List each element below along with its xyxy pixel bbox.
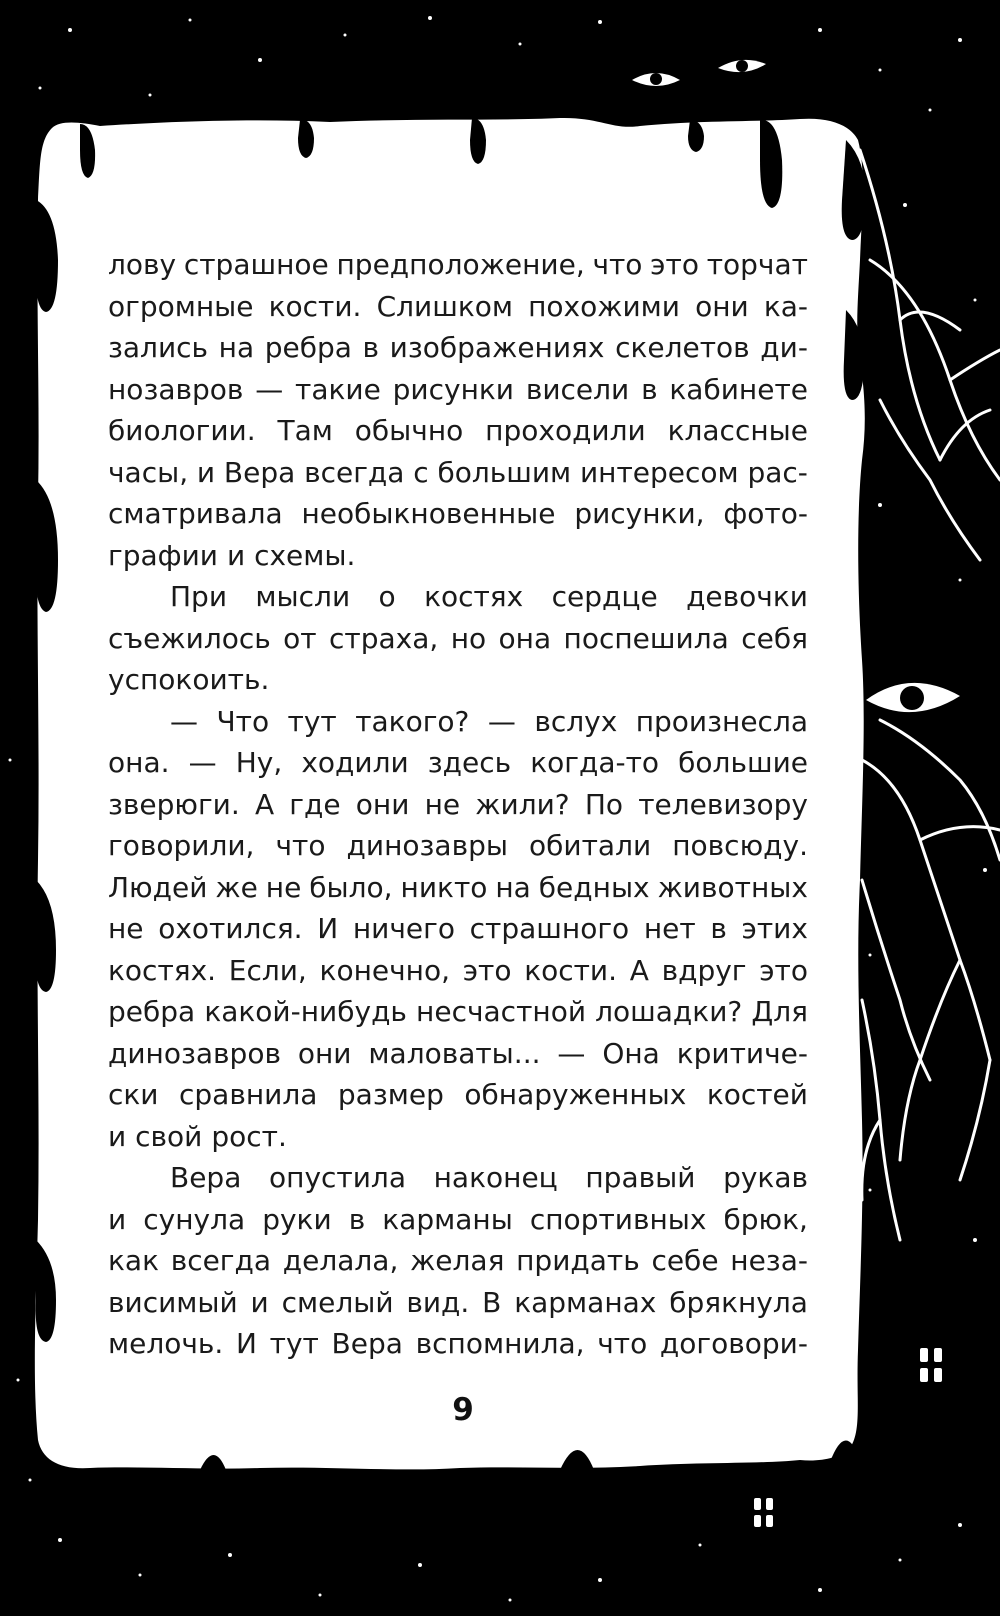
word: динозавры [346,829,508,862]
word: рисунки, [574,497,705,530]
word: зались [108,331,209,364]
word: вид. [406,1285,470,1319]
word: рас- [747,455,808,489]
word: девочки [686,580,808,613]
word: как [108,1244,159,1277]
word: спортивных [529,1202,707,1236]
text-line [108,867,808,909]
word: и [250,1285,269,1319]
page-body-text [108,244,808,1365]
word: всегда [170,1244,272,1277]
word: Слишком [376,289,513,323]
text-line [108,369,808,411]
word: мелочь. [108,1327,224,1360]
word: они [695,289,749,323]
word: Там [277,414,333,447]
word: — [170,704,198,738]
word: страшное [183,248,329,281]
word: животных [657,870,808,904]
text-line [108,327,808,369]
word: с [413,455,429,489]
word: они [297,1036,352,1070]
word: большие [678,746,808,779]
word: А [254,787,275,821]
text-line [108,701,808,743]
word: говорили, [108,829,255,862]
word: По [584,787,624,821]
word: на [495,870,531,904]
word: и [108,1119,127,1153]
text-line [108,493,808,535]
text-line [108,286,808,328]
word: несчастной [416,995,587,1028]
word: костях [424,580,524,613]
word: карманах [514,1285,657,1319]
word: этих [741,912,808,945]
word: скелетов [615,331,750,364]
word: желая [410,1244,505,1277]
word: Людей [108,870,208,904]
word: Вера [331,1327,403,1360]
word: никто [400,870,488,904]
word: о [378,580,396,613]
word: охотился. [158,912,303,945]
word: и [196,455,216,489]
text-line [108,535,808,577]
word: костей [706,1078,808,1111]
word: обнаруженных [464,1078,687,1111]
word: При [170,580,228,613]
word: неза- [730,1244,808,1277]
word: тут [287,704,337,738]
word: Если, [228,953,307,987]
word: ребра [108,995,196,1028]
word: конечно, [319,953,450,987]
word: ходили [301,746,409,779]
word: огромные [108,289,254,323]
word: биологии. [108,414,256,447]
word: — [487,704,516,738]
word: себя [741,621,808,655]
word: кости. [268,289,362,323]
text-line [108,1323,808,1365]
word: это [650,248,699,281]
word: страха, [329,621,439,655]
word: она. [108,746,170,779]
word: в [710,912,727,945]
text-line [108,1074,808,1116]
word: вдруг [661,953,747,987]
word: маловаты... [368,1036,541,1070]
word: обитали [529,829,652,862]
word: ребра [264,331,352,364]
word: Что [216,704,270,738]
word: А [629,953,649,987]
word: произнесла [635,704,808,738]
word: костях. [108,953,217,987]
word: Вера [170,1161,242,1194]
word: лошадки? [595,995,743,1028]
word: всегда [304,455,405,489]
word: размер [337,1078,444,1111]
word: но [450,621,487,655]
word: какой-нибудь [204,995,407,1028]
word: где [289,787,341,821]
word: свой [135,1119,203,1153]
text-line [108,244,808,286]
word: необыкновенные [301,497,556,530]
text-line [108,1033,808,1075]
text-line [108,659,808,701]
word: интересом [579,455,739,489]
word: сунула [143,1202,246,1236]
word: опустила [269,1161,406,1194]
word: они [355,787,410,821]
word: классные [667,414,808,447]
text-line [108,576,808,618]
word: бедных [538,870,650,904]
word: динозавров [108,1036,281,1070]
word: в [362,331,380,364]
text-line [108,1240,808,1282]
word: такого? [355,704,470,738]
word: висимый [108,1285,238,1319]
word: было, [309,870,393,904]
word: нет [643,912,696,945]
word: Вера [223,455,296,489]
word: тут [269,1327,319,1360]
word: смелый [281,1285,394,1319]
word: себе [651,1244,719,1277]
word: делала, [282,1244,399,1277]
word: это [759,953,808,987]
word: проходили [485,414,646,447]
word: кабинете [669,372,808,406]
word: — [188,746,217,779]
word: торчат [706,248,808,281]
word: фото- [723,497,808,530]
word: лову [108,248,177,281]
word: сравнила [179,1078,318,1111]
text-line [108,618,808,660]
word: от [283,621,317,655]
word: и [226,538,246,572]
word: что [597,1327,648,1360]
word: успокоить. [108,663,270,696]
word: критиче- [676,1036,808,1070]
word: поспешила [563,621,729,655]
text-line [108,1116,808,1158]
word: же [215,870,258,904]
word: наконец [433,1161,558,1194]
word: Ну, [235,746,283,779]
word: Для [751,995,808,1028]
text-line [108,1282,808,1324]
word: здесь [427,746,512,779]
text-line [108,825,808,867]
word: съежилось [108,621,271,655]
word: не [108,912,144,945]
word: обычно [354,414,464,447]
word: что [592,248,643,281]
text-line [108,950,808,992]
text-line [108,991,808,1033]
word: схемы. [254,538,356,572]
word: придать [516,1244,640,1277]
word: ка- [763,289,808,323]
word: не [424,787,461,821]
word: рукав [723,1161,808,1194]
word: повсюду. [672,829,808,862]
word: в [348,1202,366,1236]
word: это [462,953,512,987]
word: рисунки [392,372,515,406]
word: карманы [382,1202,513,1236]
word: сердце [551,580,658,613]
word: ски [108,1078,159,1111]
word: брюк, [723,1202,808,1236]
word: нозавров [108,372,244,406]
word: И [236,1327,257,1360]
word: висели [525,372,630,406]
text-line [108,784,808,826]
word: В [482,1285,502,1319]
word: страшного [469,912,630,945]
word: И [317,912,339,945]
word: правый [585,1161,696,1194]
word: в [641,372,658,406]
word: — [557,1036,586,1070]
word: вслух [534,704,618,738]
word: ди- [760,331,808,364]
word: зверюги. [108,787,240,821]
word: и [108,1202,127,1236]
word: рост. [211,1119,287,1153]
word: что [275,829,326,862]
word: договори- [659,1327,808,1360]
page-number: 9 [452,1392,474,1428]
word: не [265,870,302,904]
word: мысли [255,580,351,613]
word: на [218,331,255,364]
text-line [108,1157,808,1199]
word: брякнула [669,1285,808,1319]
text-line [108,452,808,494]
text-line [108,908,808,950]
word: часы, [108,455,189,489]
word: жили? [475,787,570,821]
text-line [108,742,808,784]
word: предположение, [336,248,585,281]
word: изображениях [389,331,605,364]
word: ничего [352,912,455,945]
word: Она [602,1036,660,1070]
word: телевизору [638,787,808,821]
word: когда-то [530,746,660,779]
word: вспомнила, [415,1327,585,1360]
text-line [108,410,808,452]
word: она [498,621,552,655]
word: — [255,372,284,406]
word: такие [295,372,381,406]
word: большим [437,455,572,489]
word: сматривала [108,497,283,530]
word: кости. [524,953,618,987]
word: похожими [528,289,680,323]
text-line [108,1199,808,1241]
word: руки [262,1202,332,1236]
word: графии [108,538,218,572]
